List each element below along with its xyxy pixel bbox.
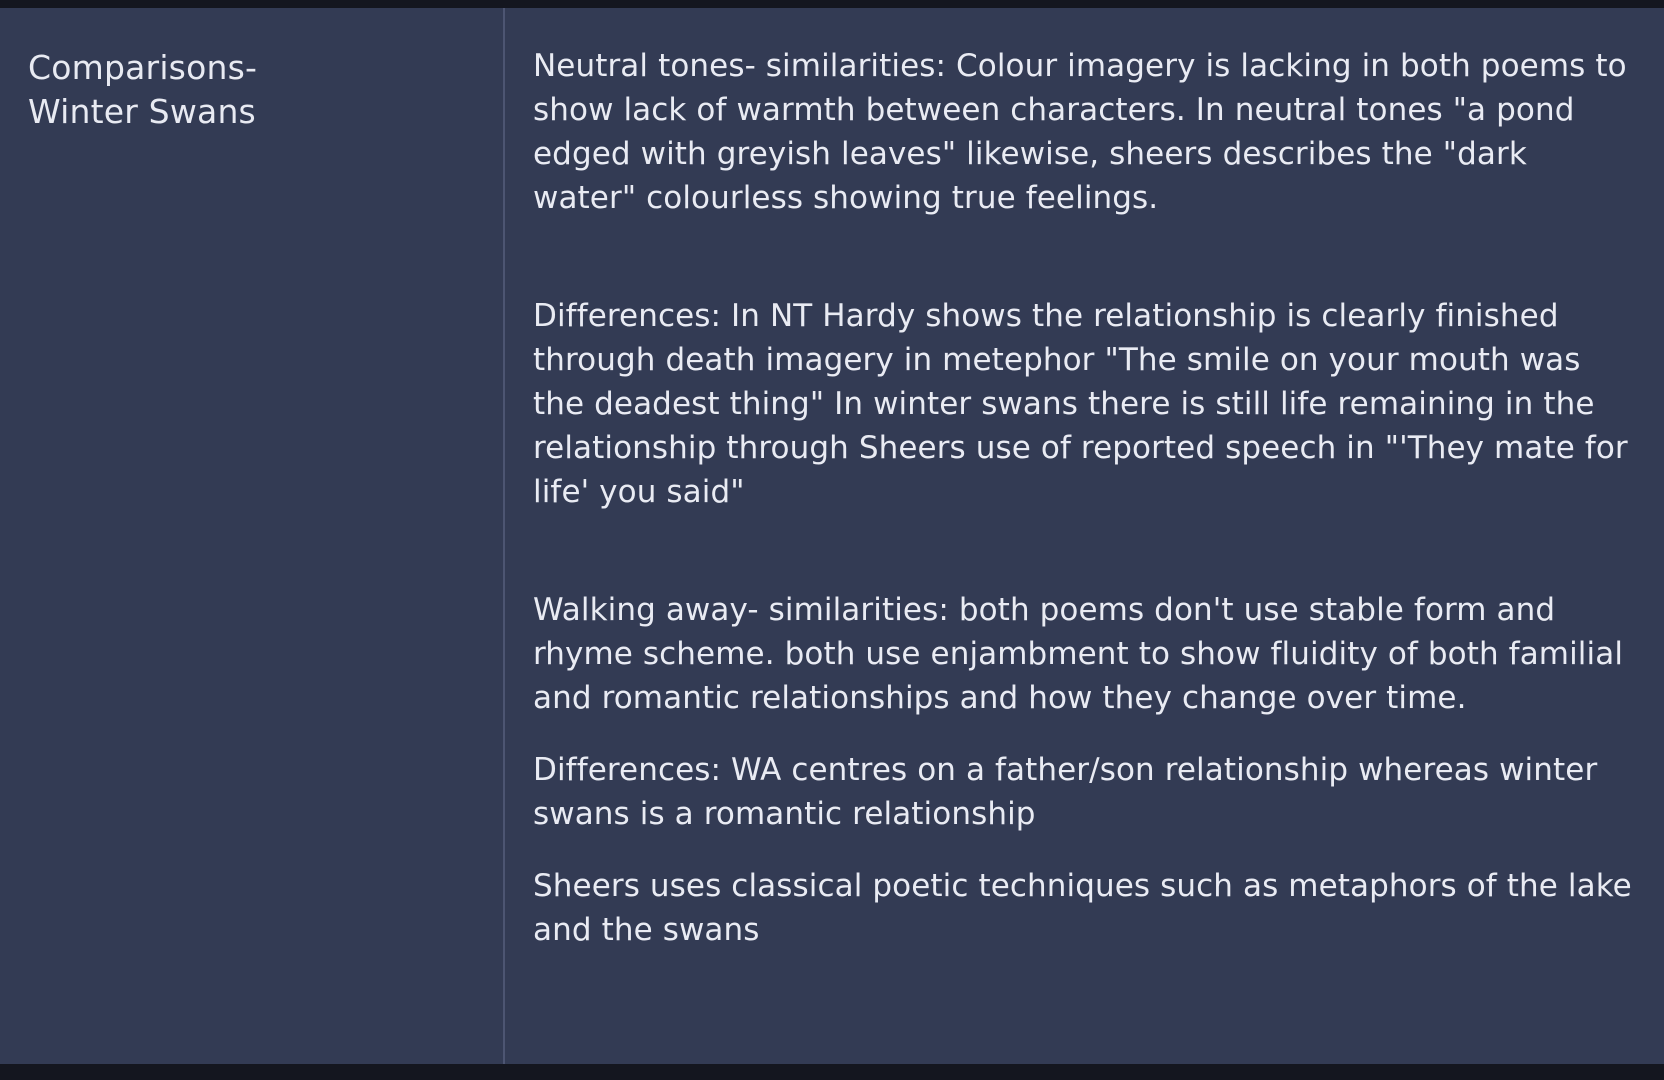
top-letterbox-bar	[0, 0, 1664, 8]
slide-content	[0, 8, 1664, 1064]
body-paragraph-neutral-tones-differences: Differences: In NT Hardy shows the relationship is clearly finished through death imagery in metephor "The smile on your mouth was the deadest thing" In winter swans there is still life remaining in the relationship through Sheers use of reported speech in "'They mate for life' you said"	[533, 298, 1628, 510]
body-paragraph-walking-away-similarities: Walking away- similarities: both poems don't use stable form and rhyme scheme. both use enjambment to show fluidity of both familial and romantic relationships and how they change over time.	[533, 592, 1624, 716]
body-paragraph-neutral-tones-similarities: Neutral tones- similarities: Colour imagery is lacking in both poems to show lack of warmth between characters. In neutral tones "a pond edged with greyish leaves" likewise, sheers describes the "dark water" colourless showing true feelings.	[533, 48, 1627, 216]
slide-title-column	[0, 8, 505, 1064]
bottom-letterbox-bar	[0, 1064, 1664, 1080]
body-paragraph-sheers-techniques: Sheers uses classical poetic techniques such as metaphors of the lake and the swans	[533, 868, 1632, 948]
body-paragraph-walking-away-differences: Differences: WA centres on a father/son relationship whereas winter swans is a romantic relationship	[533, 752, 1598, 832]
slide-body-column	[505, 8, 1664, 1064]
page-title: Comparisons- Winter Swans	[28, 48, 258, 131]
slide-canvas	[0, 8, 1664, 1064]
